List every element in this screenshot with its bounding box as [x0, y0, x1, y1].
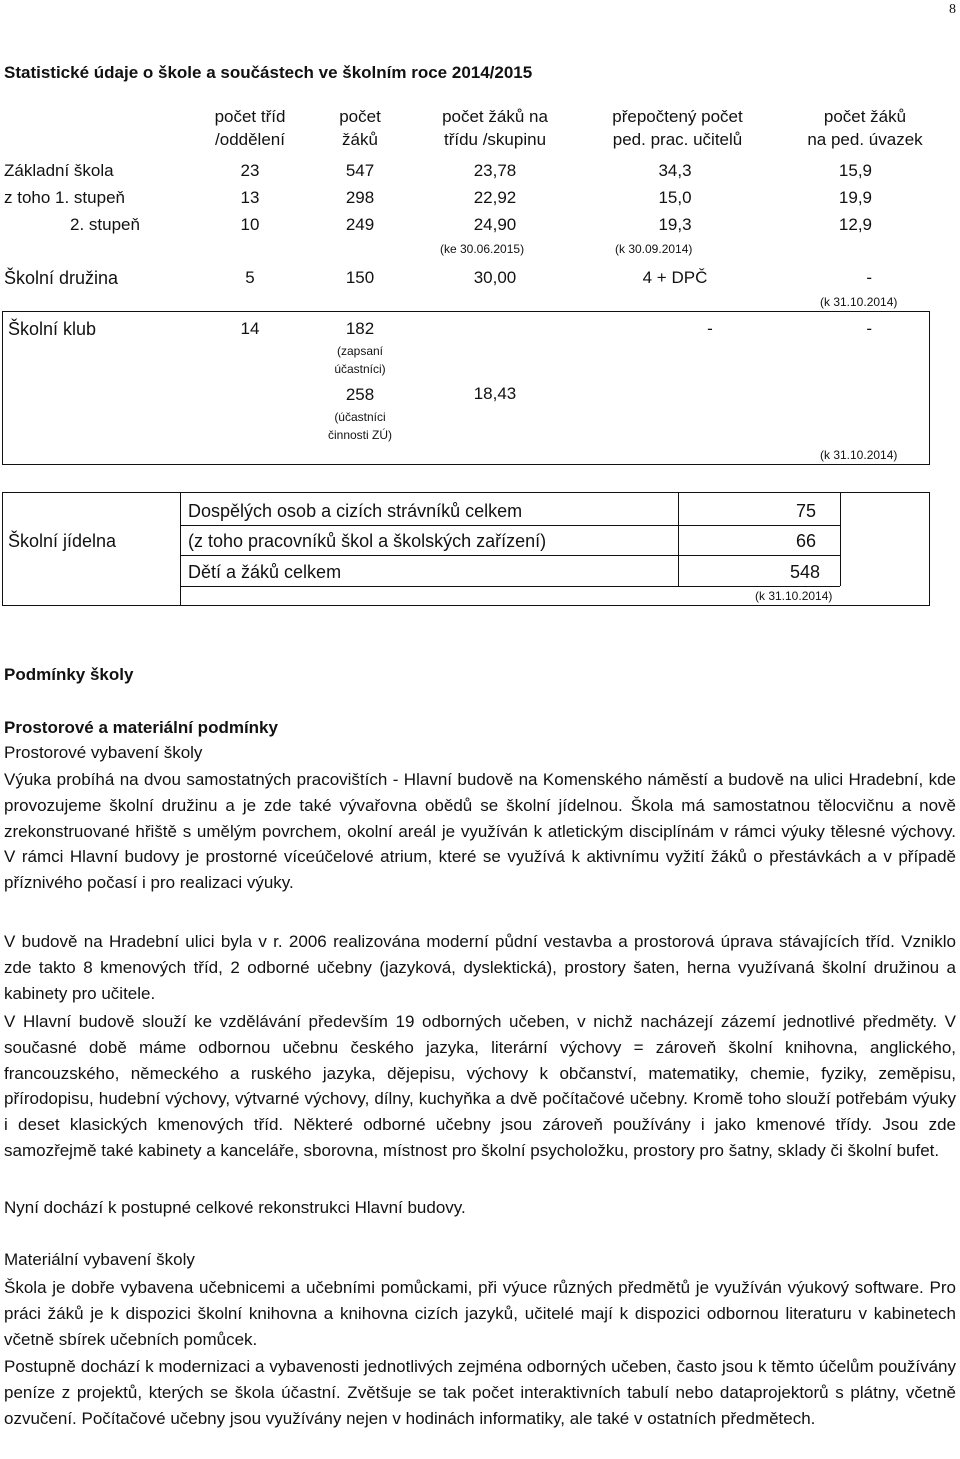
jidelna-row-text: Dětí a žáků celkem	[188, 562, 342, 582]
row-label-klub: Školní klub	[8, 319, 97, 339]
subsection-title: Prostorové a materiální podmínky	[4, 718, 278, 737]
cell-tridy: 10	[240, 215, 260, 234]
paragraph: V Hlavní budově slouží ke vzdělávání především 19 odborných učeben, v nichž nacházejí zázemí jednotlivé předměty. V současné době máme odbornou učebnu českého jazyka, literární výchovy = zároveň školní knihovna, anglického, francouzského, německého a ruského jazyka, dějepisu, výchovy k občanství, matematiky, chemie, fyziky, zeměpisu, přírodopisu, hudební výchovy, výtvarné výchovy, dílny, kuchyňka a dvě počítačové učebny. Kromě toho slouží potřebám výuky i deset klasických kmenových tříd. Některé odborné učebny jsou zároveň používány i jako kmenové třídy. Jsou zde samozřejmě také kabinety a kanceláře, sborovna, místnost pro školní psycholožku, prostory pro šatny, sklady či školní bufet.	[4, 1012, 956, 1160]
cell-note: účastníci)	[334, 362, 386, 376]
jidelna-label: Školní jídelna	[8, 531, 117, 551]
header-tridy-2: /oddělení	[215, 130, 285, 149]
cell-natridu: 18,43	[473, 384, 517, 403]
paragraph: Výuka probíhá na dvou samostatných pracovištích - Hlavní budově na Komenského náměstí a budově na ulici Hradební, kde provozujeme školní družinu a je zde také vývařovna obědů se školní jídelnou. Škola má samostatnou tělocvičnu a nově zrekonstruované hřiště s umělým povrchem, okolní areál je využíván k atletickým disciplínám v rámci výuky tělesné výchovy. V rámci Hlavní budovy je prostorné víceúčelové atrium, které se využívá k aktivnímu vyžití žáků o přestávkách a v případě příznivého počasí i pro realizaci výuky.	[4, 770, 956, 893]
cell-zaci: 182	[345, 319, 375, 338]
header-natridu-2: třídu /skupinu	[443, 130, 547, 149]
note-date: (k 31.10.2014)	[820, 448, 898, 462]
cell-ucitelu: 19,3	[658, 215, 692, 234]
divider	[180, 525, 840, 526]
cell-uvazek: 12,9	[838, 215, 872, 234]
cell-tridy: 23	[240, 161, 260, 180]
jidelna-row-value: 548	[789, 562, 820, 582]
row-label: Základní škola	[4, 161, 114, 180]
divider	[840, 493, 841, 586]
header-zaci-1: počet	[339, 107, 381, 126]
page-title: Statistické údaje o škole a součástech ve školním roce 2014/2015	[4, 63, 533, 82]
cell-zaci: 150	[345, 268, 375, 287]
section-title: Podmínky školy	[4, 665, 134, 684]
cell-uvazek: 15,9	[838, 161, 872, 180]
cell-tridy: 13	[240, 188, 260, 207]
jidelna-row-text: (z toho pracovníků škol a školských zařízení)	[188, 531, 547, 551]
jidelna-row-text: Dospělých osob a cizích strávníků celkem	[188, 501, 523, 521]
divider	[180, 586, 840, 587]
paragraph: Škola je dobře vybavena učebnicemi a učebními pomůckami, při výuce různých předmětů je využíván výukový software. Pro práci žáků je k dispozici školní knihovna a knihovna cizích jazyků, učitelé mají k dispozici odbornou literaturu v kabinetech včetně sbírek učebních pomůcek.	[4, 1278, 956, 1349]
page-number: 8	[949, 2, 956, 17]
cell-ucitelu: 4 + DPČ	[642, 268, 708, 287]
cell-natridu: 24,90	[473, 215, 517, 234]
cell-natridu: 22,92	[473, 188, 517, 207]
row-label-druzina: Školní družina	[4, 268, 119, 288]
cell-ucitelu: 34,3	[658, 161, 692, 180]
header-uvazek-1: počet žáků	[823, 107, 907, 126]
cell-zaci: 258	[345, 385, 375, 404]
header-zaci-2: žáků	[342, 130, 378, 149]
materialni-heading: Materiální vybavení školy	[4, 1250, 195, 1269]
cell-uvazek: -	[866, 319, 872, 338]
header-uvazek-2: na ped. úvazek	[807, 130, 923, 149]
header-ucitelu-1: přepočtený počet	[612, 107, 743, 126]
header-natridu-1: počet žáků na	[442, 107, 548, 126]
prostorove-heading: Prostorové vybavení školy	[4, 743, 203, 762]
note-date: (k 31.10.2014)	[820, 295, 898, 309]
paragraph: Postupně dochází k modernizaci a vybavenosti jednotlivých zejména odborných učeben, často jsou k těmto účelům používány peníze z projektů, kterých se škola účastní. Zvětšuje se tak počet interaktivních tabulí nebo dataprojektorů s plátny, včetně ozvučení. Počítačové učebny jsou využívány nejen v hodinách informatiky, ale také v ostatních předmětech.	[4, 1357, 956, 1428]
divider	[180, 555, 840, 556]
cell-tridy: 5	[245, 268, 255, 287]
note-date: (k 31.10.2014)	[755, 589, 833, 603]
cell-note: činnosti ZÚ)	[327, 428, 392, 442]
cell-zaci: 298	[345, 188, 375, 207]
cell-uvazek: 19,9	[838, 188, 872, 207]
note-date: (k 30.09.2014)	[615, 242, 693, 256]
cell-zaci: 547	[345, 161, 375, 180]
cell-uvazek: -	[866, 268, 872, 287]
cell-natridu: 30,00	[473, 268, 517, 287]
cell-ucitelu: -	[707, 319, 713, 338]
cell-note: (zapsaní	[336, 344, 384, 358]
jidelna-row-value: 75	[795, 501, 816, 521]
row-label: 2. stupeň	[70, 215, 140, 234]
paragraph: Nyní dochází k postupné celkové rekonstrukci Hlavní budovy.	[4, 1198, 466, 1217]
divider	[180, 493, 181, 605]
header-ucitelu-2: ped. prac. učitelů	[612, 130, 743, 149]
cell-ucitelu: 15,0	[658, 188, 692, 207]
note-date: (ke 30.06.2015)	[440, 242, 525, 256]
cell-natridu: 23,78	[473, 161, 517, 180]
cell-tridy: 14	[240, 319, 260, 338]
cell-note: (účastníci	[334, 410, 386, 424]
row-label: z toho 1. stupeň	[4, 188, 125, 207]
cell-zaci: 249	[345, 215, 375, 234]
jidelna-row-value: 66	[795, 531, 816, 551]
header-tridy-1: počet tříd	[214, 107, 286, 126]
divider	[678, 493, 679, 586]
paragraph: V budově na Hradební ulici byla v r. 2006 realizována moderní půdní vestavba a prostorová úprava stávajících tříd. Vzniklo zde takto 8 kmenových tříd, 2 odborné učebny (jazyková, dyslektická), prostory šaten, herna využívaná školní družinou a kabinety pro učitele.	[4, 932, 956, 1003]
